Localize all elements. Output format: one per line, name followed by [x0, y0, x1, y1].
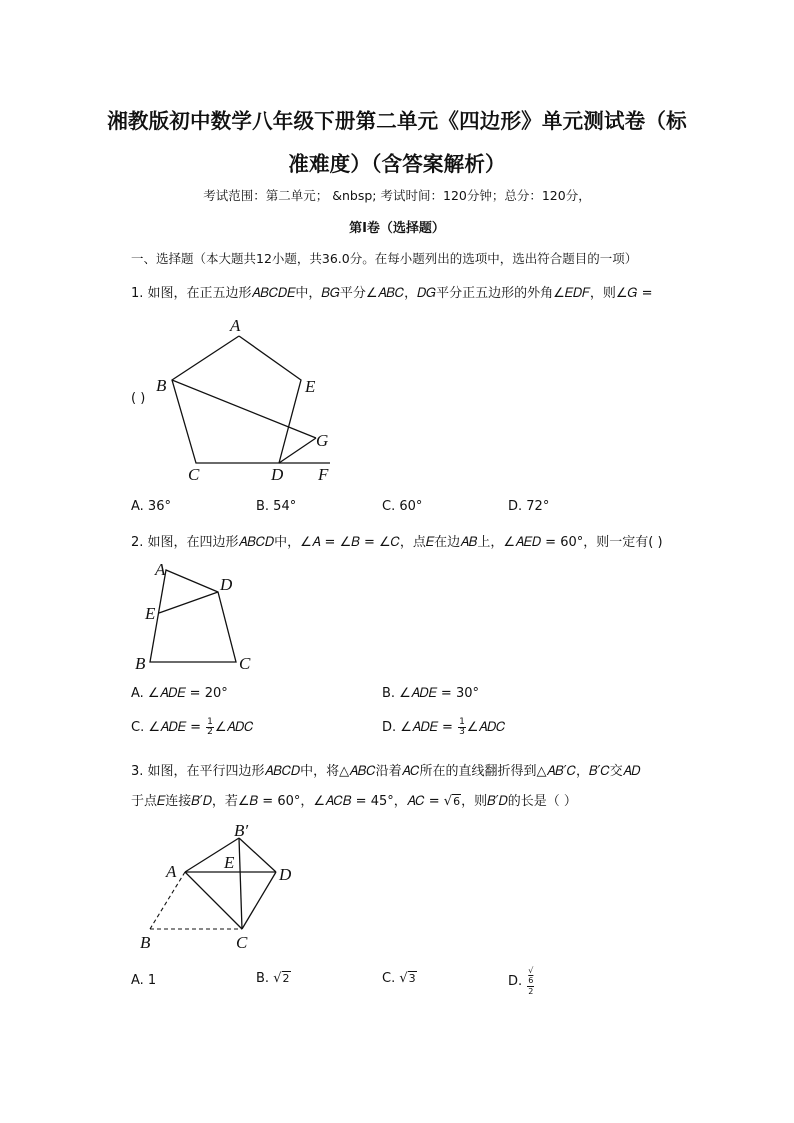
q3-label-d: D [279, 865, 292, 884]
q1-answer-paren: ( ) [131, 391, 146, 406]
q2-option-d-numerator: 1 [459, 717, 465, 727]
q3-stem-sqrt-arg: 6 [453, 795, 461, 808]
q2-option-a[interactable]: A. ∠𝐴𝐷𝐸 = 20° [131, 686, 228, 701]
q2-label-d: D [220, 575, 233, 594]
q2-option-c-denominator: 2 [207, 727, 213, 737]
q2-label-c: C [239, 654, 251, 673]
exam-meta: 考试范围：第二单元； &nbsp; 考试时间：120分钟；总分：120分， [203, 188, 591, 203]
q1-label-d: D [271, 465, 284, 484]
q1-label-g: G [316, 431, 329, 450]
q1-option-a[interactable]: A. 36° [131, 499, 171, 514]
q2-option-d-fraction [458, 718, 466, 737]
q3-stem-sqrt: √6 [443, 794, 461, 809]
q2-label-a: A [155, 560, 166, 579]
q2-option-c-fraction [206, 718, 214, 737]
q3-option-a[interactable]: A. 1 [131, 973, 157, 988]
q2-option-d-prefix: D. ∠𝐴𝐷𝐸 = [382, 720, 453, 735]
q3-option-d-fraction [527, 966, 534, 997]
q3-stem-line2 [131, 790, 577, 809]
q1-label-b: B [156, 376, 167, 395]
q3-parallelogram-figure [130, 816, 310, 954]
q3-option-b-sqrt-arg: 2 [282, 972, 290, 985]
part-heading: 一、选择题（本大题共12小题，共36.0分。在每小题列出的选项中，选出符合题目的一项） [131, 251, 638, 266]
q3-stem-line2-prefix: 于点𝐸连接𝐵′𝐷，若∠𝐵 = 60°，∠𝐴𝐶𝐵 = 45°，𝐴𝐶 = [131, 794, 440, 809]
q3-option-b[interactable] [256, 971, 291, 986]
q3-label-b-prime: B′ [234, 821, 249, 840]
q3-label-e: E [224, 853, 235, 872]
q3-label-c: C [236, 933, 248, 952]
q3-option-b-prefix: B. [256, 971, 270, 986]
q2-option-d-suffix: ∠𝐴𝐷𝐶 [466, 720, 506, 735]
q2-option-b[interactable]: B. ∠𝐴𝐷𝐸 = 30° [382, 686, 479, 701]
q1-label-f: F [318, 465, 329, 484]
doc-title-line2: 准难度）（含答案解析） [288, 152, 506, 176]
q1-stem: 1. 如图，在正五边形𝐴𝐵𝐶𝐷𝐸中，𝐵𝐺平分∠𝐴𝐵𝐶，𝐷𝐺平分正五边形的外角∠𝐸𝐷𝐹，则∠𝐺 = [131, 286, 653, 301]
q1-label-a: A [230, 316, 241, 335]
q2-label-e: E [145, 604, 156, 623]
q1-label-c: C [188, 465, 200, 484]
q3-option-c-prefix: C. [382, 971, 396, 986]
q3-option-c-sqrt-arg: 3 [408, 972, 416, 985]
q3-option-d-numerator: √ 6 [528, 966, 534, 985]
q3-option-c-sqrt: √3 [399, 971, 416, 986]
q3-option-d-sqrt-arg: 6 [528, 976, 534, 985]
q2-stem: 2. 如图，在四边形𝐴𝐵𝐶𝐷中，∠𝐴 = ∠𝐵 = ∠𝐶，点𝐸在边𝐴𝐵上，∠𝐴𝐸𝐷 = 60°，则一定有( ) [131, 535, 663, 550]
q3-option-b-sqrt: √2 [273, 971, 290, 986]
q3-label-a: A [166, 862, 177, 881]
q1-pentagon-figure [130, 312, 360, 490]
q3-option-d-denominator: 2 [528, 987, 534, 996]
section-heading: 第I卷（选择题） [349, 221, 445, 236]
q1-option-b[interactable]: B. 54° [256, 499, 297, 514]
q3-option-c[interactable] [382, 971, 417, 986]
q2-option-d-denominator: 3 [459, 727, 465, 737]
q3-stem-line2-suffix: ，则𝐵′𝐷的长是（ ） [461, 794, 577, 809]
q3-stem-line1: 3. 如图，在平行四边形𝐴𝐵𝐶𝐷中，将△𝐴𝐵𝐶沿着𝐴𝐶所在的直线翻折得到△𝐴𝐵′𝐶，𝐵′𝐶交𝐴𝐷 [131, 764, 641, 779]
q2-option-c-suffix: ∠𝐴𝐷𝐶 [214, 720, 254, 735]
q1-option-c[interactable]: C. 60° [382, 499, 423, 514]
q2-option-d[interactable] [382, 718, 505, 737]
q1-label-e: E [305, 377, 316, 396]
q2-option-c[interactable] [131, 718, 253, 737]
q2-quadrilateral-figure [130, 558, 265, 676]
q3-option-d-prefix: D. [508, 974, 523, 989]
q3-option-d[interactable] [508, 966, 535, 997]
doc-title-line1: 湘教版初中数学八年级下册第二单元《四边形》单元测试卷（标 [107, 109, 687, 133]
q1-option-d[interactable]: D. 72° [508, 499, 550, 514]
q2-label-b: B [135, 654, 146, 673]
q2-option-c-prefix: C. ∠𝐴𝐷𝐸 = [131, 720, 201, 735]
q3-label-b: B [140, 933, 151, 952]
q2-option-c-numerator: 1 [207, 717, 213, 727]
